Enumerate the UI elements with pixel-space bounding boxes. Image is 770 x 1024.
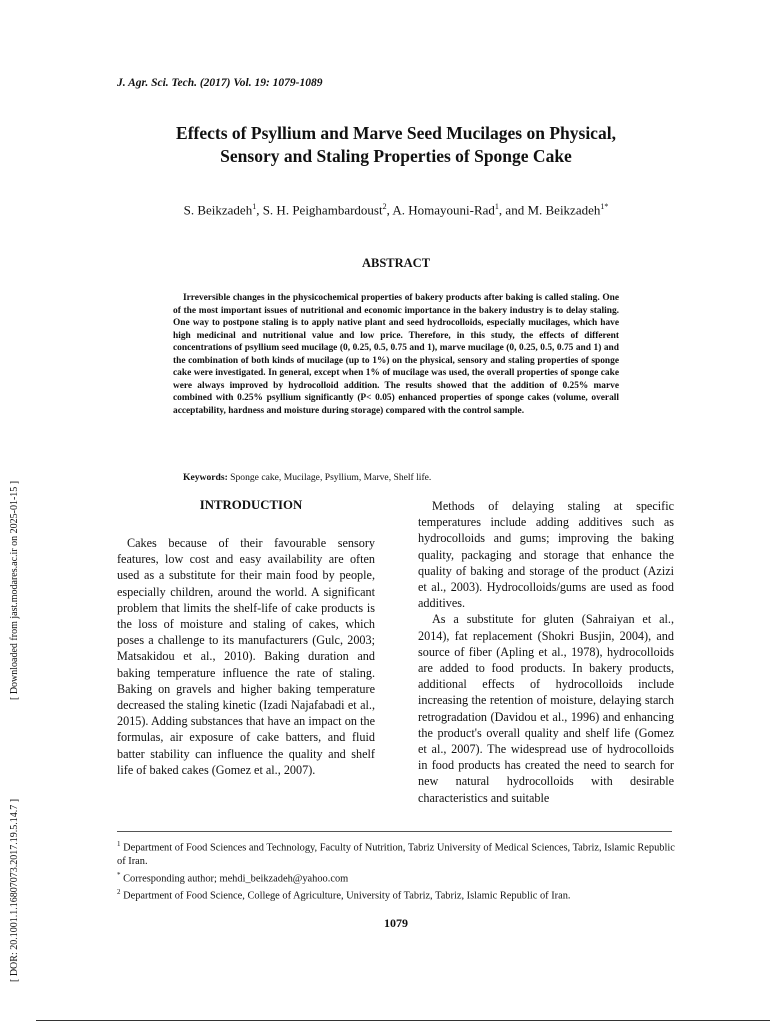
footnote-corresponding <box>117 869 677 886</box>
right-paragraph-1: Methods of delaying staling at specific temperatures include adding additives such as hydrocolloids and gums; improving the baking quality, packaging and storage that enhance the quality of baking and storage of the product (Azizi et al., 2003). Hydrocolloids/gums are used as food additives. <box>418 499 674 611</box>
page-number: 1079 <box>384 916 408 930</box>
bottom-divider <box>36 1020 770 1021</box>
footnote-2-text: Corresponding author; mehdi_beikzadeh@yahoo.com <box>120 873 349 885</box>
author-1-affiliation: 1 <box>252 202 257 211</box>
doi-stamp: [ DOR: 20.1001.1.16807073.2017.19.5.14.7 ] <box>9 798 20 982</box>
footnote-1-marker: 1 <box>117 840 121 848</box>
introduction-left-column: Cakes because of their favourable sensory features, low cost and easy availability are often used as a substitute for their main food by people, especially children, around the world. A significant problem that limits the shelf-life of cake products is the loss of moisture and staling of cakes, which poses a challenge to its manufacturers (Gulc, 2003; Matsakidou et al., 2010). Baking duration and baking temperature influence the rate of staling. Baking on gravels and higher baking temperature decreased the staling kinetic (Izadi Najafabadi et al., 2015). Adding substances that have an impact on the formulas, air exposure of cake batters, and fluid batter stability can influence the quality and shelf life of baked cakes (Gomez et al., 2007). <box>117 536 375 777</box>
author-list <box>100 202 692 218</box>
author-3-affiliation: 1 <box>494 202 499 211</box>
keywords <box>183 472 431 483</box>
title-line-2: Sensory and Staling Properties of Sponge Cake <box>220 146 572 166</box>
footnote-1-text: Department of Food Sciences and Technology, Faculty of Nutrition, Tabriz University of Medical Sciences, Tabriz, Islamic Republic of Iran. <box>117 842 675 868</box>
journal-citation: J. Agr. Sci. Tech. (2017) Vol. 19: 1079-1089 <box>117 77 323 89</box>
keywords-list: Sponge cake, Mucilage, Psyllium, Marve, Shelf life. <box>227 472 432 483</box>
abstract-heading: ABSTRACT <box>361 256 431 270</box>
footnote-1 <box>117 838 677 869</box>
author-4: , and M. Beikzadeh <box>498 202 601 218</box>
author-1: S. Beikzadeh <box>183 202 253 218</box>
download-stamp: [ Downloaded from jast.modares.ac.ir on 2025-01-15 ] <box>9 480 20 700</box>
author-2-affiliation: 2 <box>382 202 387 211</box>
introduction-heading: INTRODUCTION <box>199 498 303 512</box>
paper-title <box>100 122 692 168</box>
abstract-text: Irreversible changes in the physicochemical properties of bakery products after baking is called staling. One of the most important issues of nutritional and economic importance in the bakery industry is to delay staling. One way to postpone staling is to apply native plant and seed hydrocolloids, especially mucilages, which have high medicinal and nutritional value and low price. Therefore, in this study, the effects of different concentrations of psyllium seed mucilage (0, 0.25, 0.5, 0.75 and 1), marve mucilage (0, 0.25, 0.5, 0.75 and 1) and the combination of both kinds of mucilage (up to 1%) on the physical, sensory and staling properties of sponge cake were investigated. In general, except when 1% of mucilage was used, the overall properties of sponge cake were always improved by hydrocolloid addition. The results showed that the addition of 0.25% marve combined with 0.25% psyllium significantly (P< 0.05) enhanced properties of sponge cakes (volume, overall acceptability, hardness and moisture during storage) compared with the control sample. <box>173 293 619 416</box>
footnote-2-marker: * <box>117 870 121 879</box>
title-line-1: Effects of Psyllium and Marve Seed Mucilages on Physical, <box>176 123 616 143</box>
author-4-affiliation: 1* <box>600 202 609 211</box>
footnotes <box>117 838 677 903</box>
footnote-3-text: Department of Food Science, College of Agriculture, University of Tabriz, Tabriz, Islamic Republic of Iran. <box>120 890 571 902</box>
footnote-3-marker: 2 <box>117 887 121 896</box>
author-3: , A. Homayouni-Rad <box>386 202 495 218</box>
footnote-2 <box>117 886 677 903</box>
keywords-label: Keywords: <box>183 472 228 483</box>
right-paragraph-2: As a substitute for gluten (Sahraiyan et al., 2014), fat replacement (Shokri Busjin, 2004), and source of fiber (Apling et al., 1978), hydrocolloids are added to food products. In bakery products, additional effects of hydrocolloids include increasing the retention of moisture, delaying starch retrogradation (Davidou et al., 1996) and enhancing the product's overall quality and shelf life (Gomez et al., 2007). The widespread use of hydrocolloids in food products has created the need to search for new natural hydrocolloids with desirable characteristics and suitable <box>418 612 674 805</box>
author-2: , S. H. Peighambardoust <box>256 202 383 218</box>
introduction-right-column <box>418 498 674 806</box>
footnote-divider <box>117 831 672 832</box>
